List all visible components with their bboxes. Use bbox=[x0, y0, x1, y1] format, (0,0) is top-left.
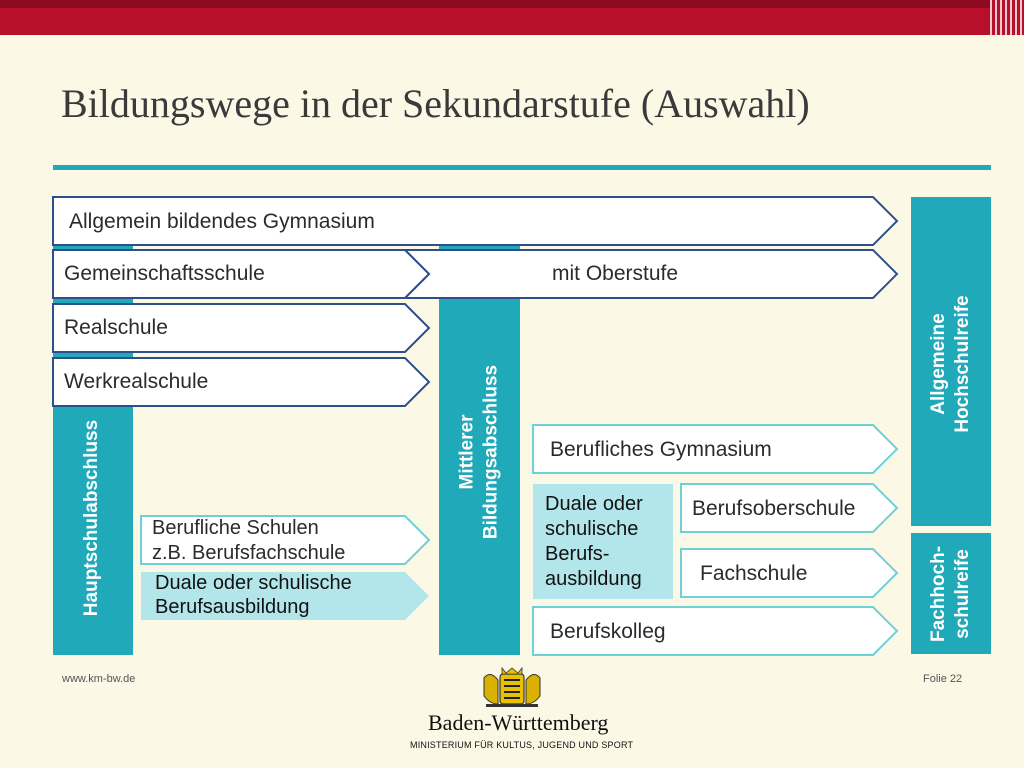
label-allgemeine-line1: Allgemeine bbox=[928, 313, 949, 415]
label-fachschule: Fachschule bbox=[700, 562, 808, 585]
label-mittlerer-line1: Mittlerer bbox=[456, 414, 478, 490]
label-allgemeine-line2: Hochschulreife bbox=[952, 295, 973, 433]
label-gemeinschaftsschule: Gemeinschaftsschule bbox=[64, 262, 265, 285]
label-berufsfachschule: z.B. Berufsfachschule bbox=[152, 542, 346, 564]
slide-number: Folie 22 bbox=[923, 673, 963, 685]
label-fachhoch-line1: Fachhoch- bbox=[928, 545, 949, 643]
label-berufsoberschule: Berufsoberschule bbox=[692, 497, 856, 520]
footer-url[interactable]: www.km-bw.de bbox=[62, 673, 136, 685]
label-mittlerer-bildungsabschluss bbox=[456, 355, 504, 550]
label-realschule: Realschule bbox=[64, 316, 168, 339]
label-berufliche-schulen: Berufliche Schulen bbox=[152, 517, 319, 539]
label-duale-mid-3: Berufs- bbox=[545, 543, 610, 565]
ministry-name: MINISTERIUM FÜR KULTUS, JUGEND UND SPORT bbox=[410, 740, 634, 750]
label-duale-mid-1: Duale oder bbox=[545, 493, 643, 515]
label-mittlerer-line2: Bildungsabschluss bbox=[480, 364, 502, 540]
label-werkrealschule: Werkrealschule bbox=[64, 370, 209, 393]
label-oberstufe: mit Oberstufe bbox=[552, 262, 679, 285]
label-berufliches-gymnasium: Berufliches Gymnasium bbox=[550, 438, 772, 461]
label-allgemeine-hochschulreife bbox=[927, 289, 975, 439]
slide-title: Bildungswege in der Sekundarstufe (Auswahl) bbox=[61, 81, 810, 126]
label-duale-left-2: Berufsausbildung bbox=[155, 596, 310, 618]
label-duale-mid-2: schulische bbox=[545, 518, 639, 540]
label-duale-mid-4: ausbildung bbox=[545, 568, 642, 590]
state-name: Baden-Württemberg bbox=[428, 710, 609, 735]
label-duale-left-1: Duale oder schulische bbox=[155, 572, 352, 594]
label-hauptschulabschluss: Hauptschulabschluss bbox=[81, 419, 102, 617]
label-berufskolleg: Berufskolleg bbox=[550, 620, 666, 643]
baden-wuerttemberg-coat-of-arms bbox=[484, 668, 540, 707]
label-gymnasium: Allgemein bildendes Gymnasium bbox=[69, 210, 375, 233]
label-fachhoch-line2: schulreife bbox=[952, 549, 973, 639]
label-fachhochschulreife bbox=[927, 539, 975, 649]
